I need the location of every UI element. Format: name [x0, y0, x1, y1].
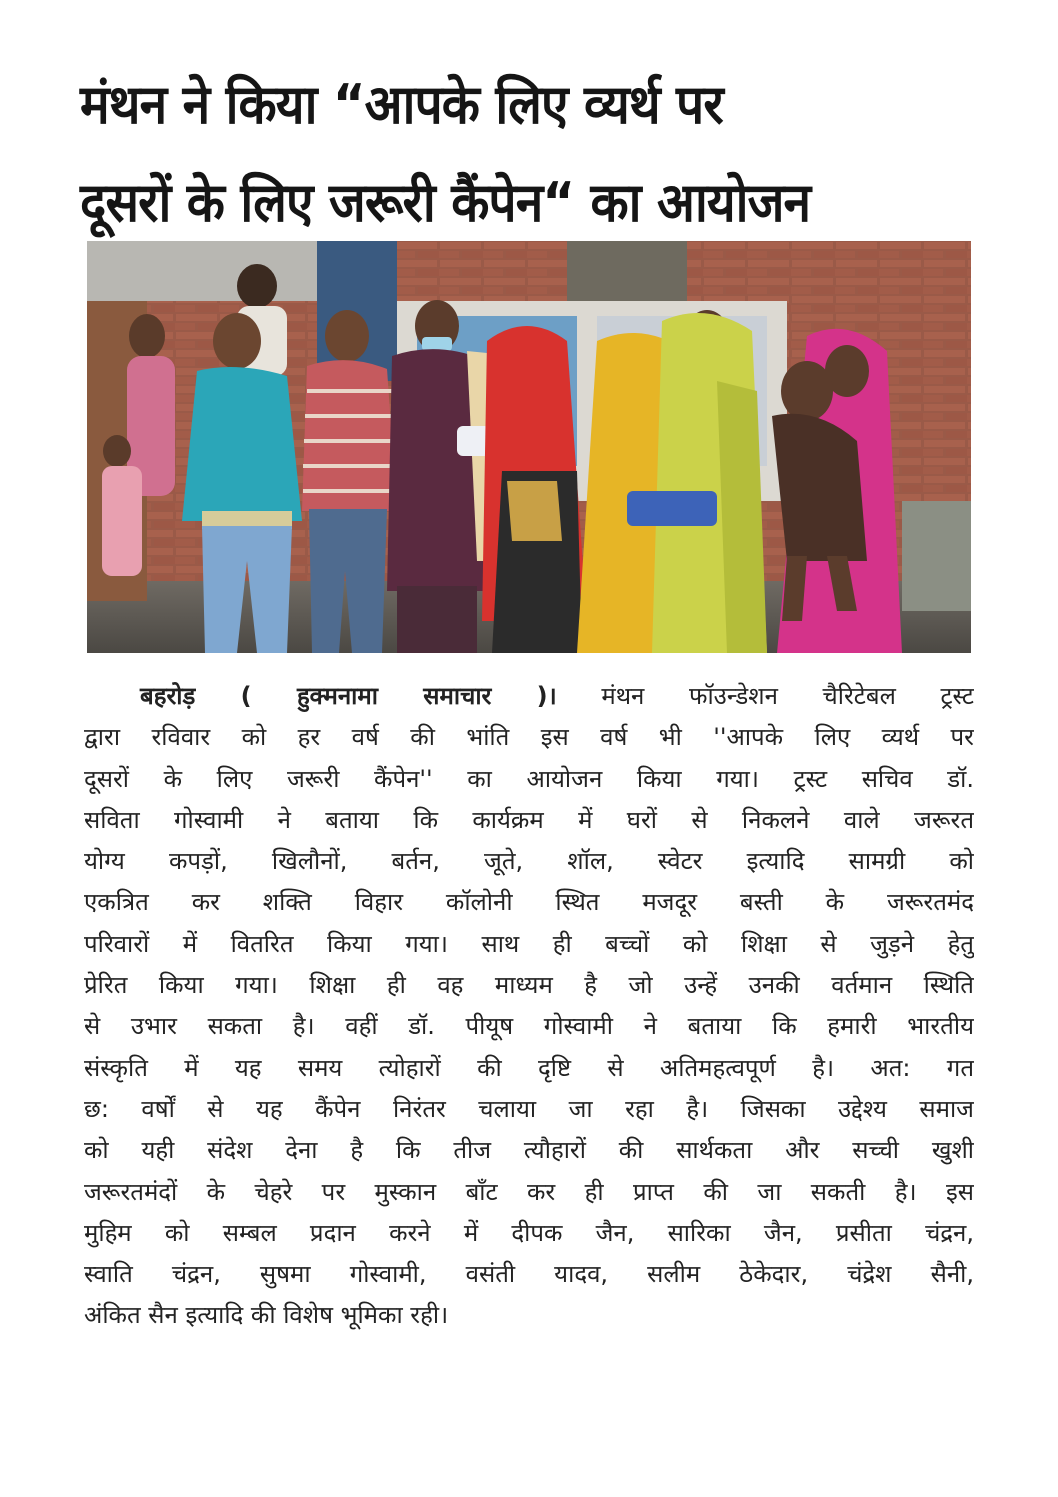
article-line: बहरोड़ ( हुक्मनामा समाचार )। मंथन फॉउन्डेशन चैरिटेबल ट्रस्ट: [140, 682, 974, 710]
article-line: मुहिम को सम्बल प्रदान करने में दीपक जैन, सारिका जैन, प्रसीता चंद्रन,: [84, 1218, 974, 1247]
article-line: परिवारों में वितरित किया गया। साथ ही बच्चों को शिक्षा से जुड़ने हेतु: [84, 929, 974, 958]
news-photo: [87, 241, 971, 653]
article-line: योग्य कपड़ों, खिलौनों, बर्तन, जूते, शॉल, स्वेटर इत्यादि सामग्री को: [84, 847, 974, 876]
article-line: को यही संदेश देना है कि तीज त्यौहारों की सार्थकता और सच्ची खुशी: [84, 1136, 974, 1165]
article-line: अंकित सैन इत्यादि की विशेष भूमिका रही।: [84, 1301, 449, 1330]
headline-line-1: मंथन ने किया “आपके लिए व्यर्थ पर: [80, 73, 723, 136]
headline-line-2: दूसरों के लिए जरूरी कैंपेन“ का आयोजन: [80, 171, 811, 234]
article-line: सविता गोस्वामी ने बताया कि कार्यक्रम में घरों से निकलने वाले जरूरत: [84, 805, 974, 834]
headline: [80, 56, 908, 252]
article-line: प्रेरित किया गया। शिक्षा ही वह माध्यम है जो उन्हें उनकी वर्तमान स्थिति: [84, 971, 974, 1000]
article-line: जरूरतमंदों के चेहरे पर मुस्कान बाँट कर ही प्राप्त की जा सकती है। इस: [84, 1177, 974, 1206]
article-line: से उभार सकता है। वहीं डॉ. पीयूष गोस्वामी ने बताया कि हमारी भारतीय: [84, 1012, 974, 1041]
article-line: एकत्रित कर शक्ति विहार कॉलोनी स्थित मजदूर बस्ती के जरूरतमंद: [84, 888, 974, 917]
article-line: संस्कृति में यह समय त्योहारों की दृष्टि से अतिमहत्वपूर्ण है। अत: गत: [84, 1053, 974, 1082]
article-line: दूसरों के लिए जरूरी कैंपेन'' का आयोजन किया गया। ट्रस्ट सचिव डॉ.: [84, 764, 974, 793]
article-line: स्वाति चंद्रन, सुषमा गोस्वामी, वसंती यादव, सलीम ठेकेदार, चंद्रेश सैनी,: [84, 1260, 974, 1289]
article-line: छ: वर्षों से यह कैंपेन निरंतर चलाया जा रहा है। जिसका उद्देश्य समाज: [84, 1094, 974, 1123]
article-body: [84, 676, 974, 1337]
dateline: बहरोड़ ( हुक्मनामा समाचार )।: [140, 682, 557, 710]
article-line: द्वारा रविवार को हर वर्ष की भांति इस वर्ष भी ''आपके लिए व्यर्थ पर: [84, 723, 974, 752]
